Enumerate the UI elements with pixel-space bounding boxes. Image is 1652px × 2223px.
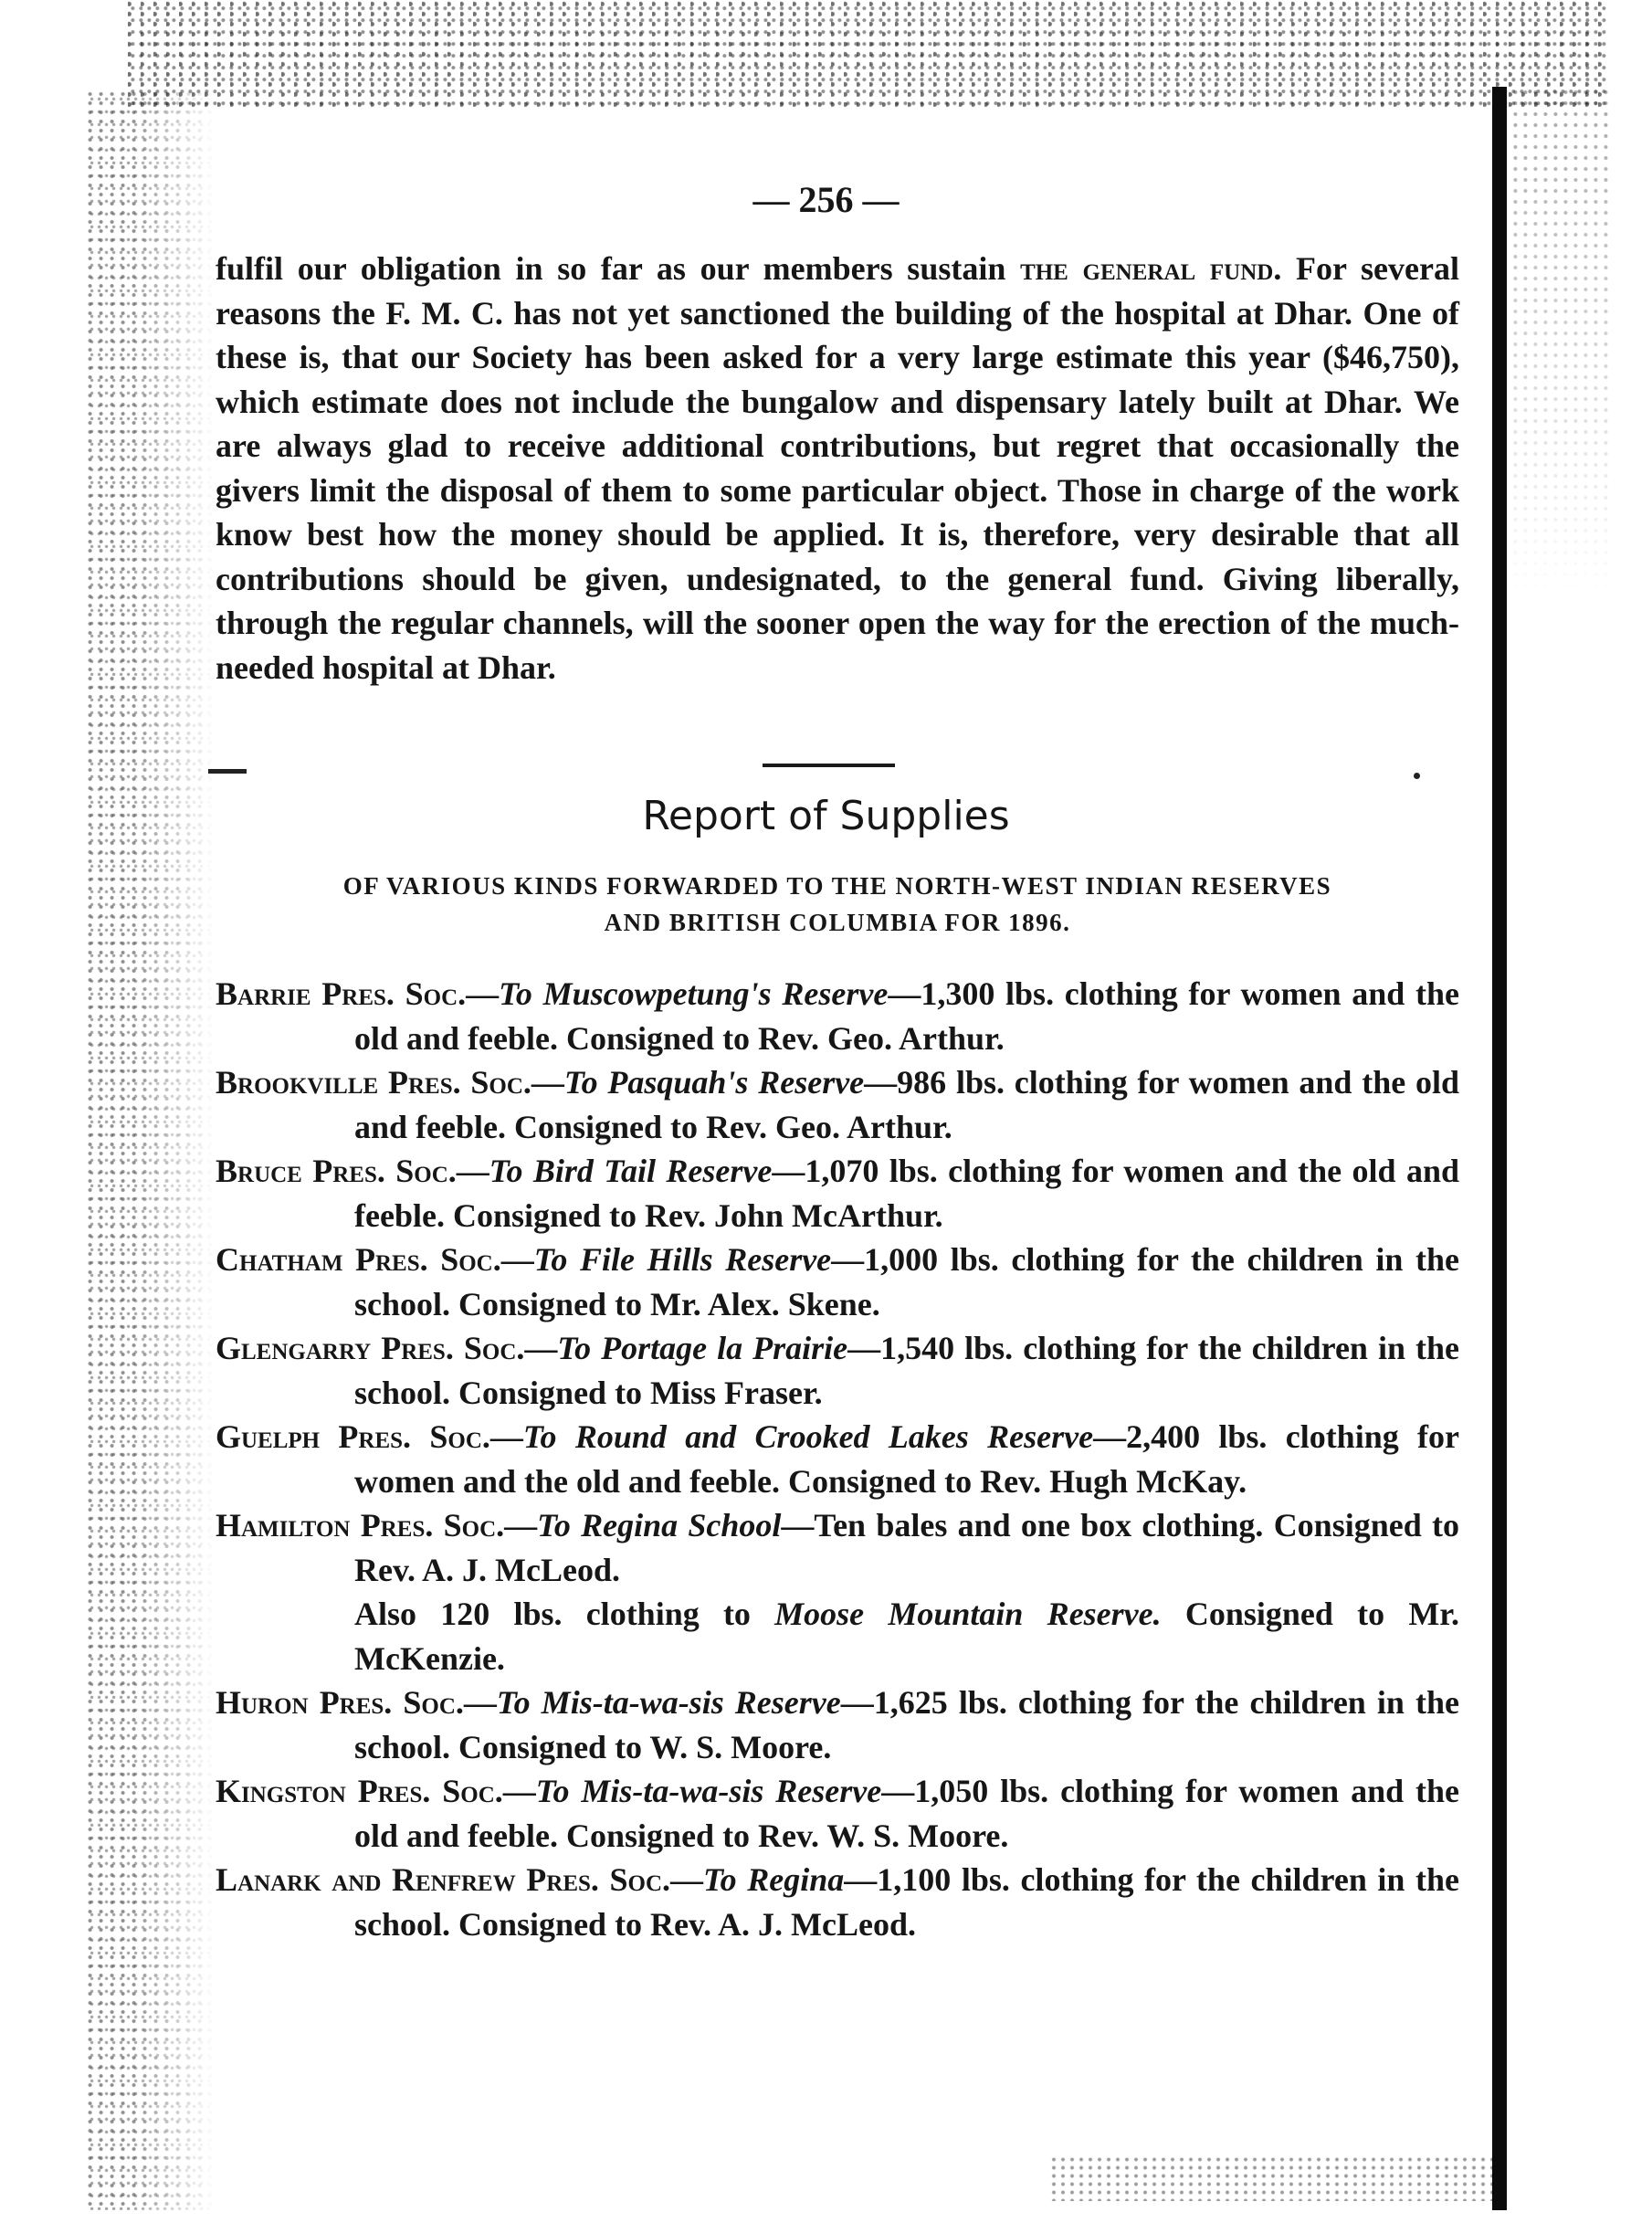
supply-entry: Guelph Pres. Soc.—To Round and Crooked Lakes Reserve—2,400 lbs. clothing for women and the old and feeble. Consigned to Rev. Hugh McKay.: [216, 1418, 1459, 1500]
paragraph-emphasis: the general fund.: [1020, 250, 1282, 287]
entry-society: Kingston Pres. Soc.: [216, 1773, 503, 1809]
margin-dash: [208, 769, 247, 774]
entry-destination: To Mis-ta-wa-sis Reserve: [496, 1684, 841, 1721]
section-divider: [763, 764, 895, 767]
entry-society: Brookville Pres. Soc.: [216, 1064, 531, 1101]
entry-destination: To Portage la Prairie: [557, 1330, 848, 1366]
supply-entry: Barrie Pres. Soc.—To Muscowpetung's Reserve—1,300 lbs. clothing for women and the old and feeble. Consigned to Rev. Geo. Arthur.: [216, 975, 1459, 1057]
entry-text: —1,000 lbs. clothing for the children in the school. Consigned to Mr. Alex. Skene.: [354, 1241, 1460, 1322]
subtitle-line-1: OF VARIOUS KINDS FORWARDED TO THE NORTH-WEST INDIAN RESERVES: [342, 872, 1332, 900]
entry-society: Guelph Pres. Soc.: [216, 1418, 490, 1455]
entry-text: —1,625 lbs. clothing for the children in the school. Consigned to W. S. Moore.: [354, 1684, 1459, 1765]
entry-text: —1,540 lbs. clothing for the children in the school. Consigned to Miss Fraser.: [354, 1330, 1459, 1411]
paragraph-rest: For several reasons the F. M. C. has not yet sanctioned the building of the hospital at Dhar. One of these is, that our Society has been asked for a very large estimate this year ($46,750), which estimate does not include the bungalow and dispensary lately built at Dhar. We are always glad to receive additional contributions, but regret that occasionally the givers limit the disposal of them to some particular object. Those in charge of the work know best how the money should be applied. It is, therefore, very desirable that all contributions should be given, undesignated, to the general fund. Giving liberally, through the regular channels, will the sooner open the way for the erection of the much-needed hospital at Dhar.: [216, 250, 1459, 686]
entry-text: —986 lbs. clothing for women and the old and feeble. Consigned to Rev. Geo. Arthur.: [354, 1064, 1460, 1145]
entry-text: —2,400 lbs. clothing for women and the old and feeble. Consigned to Rev. Hugh McKay.: [354, 1418, 1459, 1500]
entry-text: —Ten bales and one box clothing. Consigned to Rev. A. J. McLeod.: [354, 1507, 1459, 1588]
supply-entry: Hamilton Pres. Soc.—To Regina School—Ten bales and one box clothing. Consigned to Rev. A. J. McLeod.: [216, 1507, 1459, 1588]
supply-entry: Glengarry Pres. Soc.—To Portage la Prairie—1,540 lbs. clothing for the children in the school. Consigned to Miss Fraser.: [216, 1330, 1459, 1411]
supply-entry: Huron Pres. Soc.—To Mis-ta-wa-sis Reserve—1,625 lbs. clothing for the children in the school. Consigned to W. S. Moore.: [216, 1684, 1459, 1765]
scan-edge-bar: [1492, 87, 1507, 2210]
page-number: — 256 —: [752, 179, 900, 220]
entry-society: Lanark and Renfrew Pres. Soc.: [216, 1861, 670, 1898]
entry-society: Bruce Pres. Soc.: [216, 1153, 457, 1189]
entry-society: Barrie Pres. Soc.: [216, 975, 467, 1012]
entry-destination: To File Hills Reserve: [533, 1241, 832, 1278]
supply-entry-extra: [216, 1592, 1459, 1680]
margin-dot: [1414, 773, 1420, 779]
entry-destination: To Bird Tail Reserve: [489, 1153, 773, 1189]
section-subtitle: [216, 868, 1459, 941]
entry-society: Chatham Pres. Soc.: [216, 1241, 501, 1278]
entry-destination: To Mis-ta-wa-sis Reserve: [535, 1773, 882, 1809]
scan-noise-bottom: [1050, 2155, 1498, 2201]
subtitle-line-2: AND BRITISH COLUMBIA FOR 1896.: [604, 909, 1071, 936]
scan-noise-top: [128, 0, 1607, 110]
entry-society: Glengarry Pres. Soc.: [216, 1330, 525, 1366]
supply-entry: Brookville Pres. Soc.—To Pasquah's Reserve—986 lbs. clothing for women and the old and feeble. Consigned to Rev. Geo. Arthur.: [216, 1064, 1460, 1145]
entry-text: —1,070 lbs. clothing for women and the old and feeble. Consigned to Rev. John McArthur.: [354, 1153, 1459, 1234]
paragraph-lead: fulfil our obligation in so far as our members sustain: [216, 250, 1021, 287]
entry-society: Huron Pres. Soc.: [216, 1684, 464, 1721]
intro-paragraph: [216, 247, 1459, 690]
supply-entry: Kingston Pres. Soc.—To Mis-ta-wa-sis Reserve—1,050 lbs. clothing for women and the old and feeble. Consigned to Rev. W. S. Moore.: [216, 1773, 1459, 1854]
entry-text: —1,050 lbs. clothing for women and the old and feeble. Consigned to Rev. W. S. Moore.: [354, 1773, 1459, 1854]
scan-noise-left: [87, 91, 215, 2210]
supply-entry: Lanark and Renfrew Pres. Soc.—To Regina—1,100 lbs. clothing for the children in the school. Consigned to Rev. A. J. McLeod.: [216, 1861, 1459, 1943]
entry-text: —1,100 lbs. clothing for the children in the school. Consigned to Rev. A. J. McLeod.: [354, 1861, 1459, 1943]
entry-destination: To Regina: [703, 1861, 845, 1898]
entry-text: —1,300 lbs. clothing for women and the old and feeble. Consigned to Rev. Geo. Arthur.: [354, 975, 1459, 1057]
section-heading: Report of Supplies: [642, 793, 1010, 839]
supply-entry: Chatham Pres. Soc.—To File Hills Reserve—1,000 lbs. clothing for the children in the school. Consigned to Mr. Alex. Skene.: [216, 1241, 1460, 1322]
entry-destination: To Regina School: [537, 1507, 782, 1543]
entry-destination: To Round and Crooked Lakes Reserve: [522, 1418, 1094, 1455]
supply-entry: Bruce Pres. Soc.—To Bird Tail Reserve—1,070 lbs. clothing for women and the old and feeble. Consigned to Rev. John McArthur.: [216, 1153, 1459, 1234]
scan-noise-right: [1511, 87, 1612, 598]
entry-destination: To Muscowpetung's Reserve: [499, 975, 889, 1012]
extra-pre: Also 120 lbs. clothing to: [354, 1596, 775, 1632]
entry-destination: To Pasquah's Reserve: [563, 1064, 865, 1101]
supply-entries: [216, 972, 1459, 1946]
extra-post: Consigned to Mr. McKenzie.: [354, 1596, 1459, 1677]
extra-destination: Moose Mountain Reserve.: [774, 1596, 1162, 1632]
entry-society: Hamilton Pres. Soc.: [216, 1507, 505, 1543]
